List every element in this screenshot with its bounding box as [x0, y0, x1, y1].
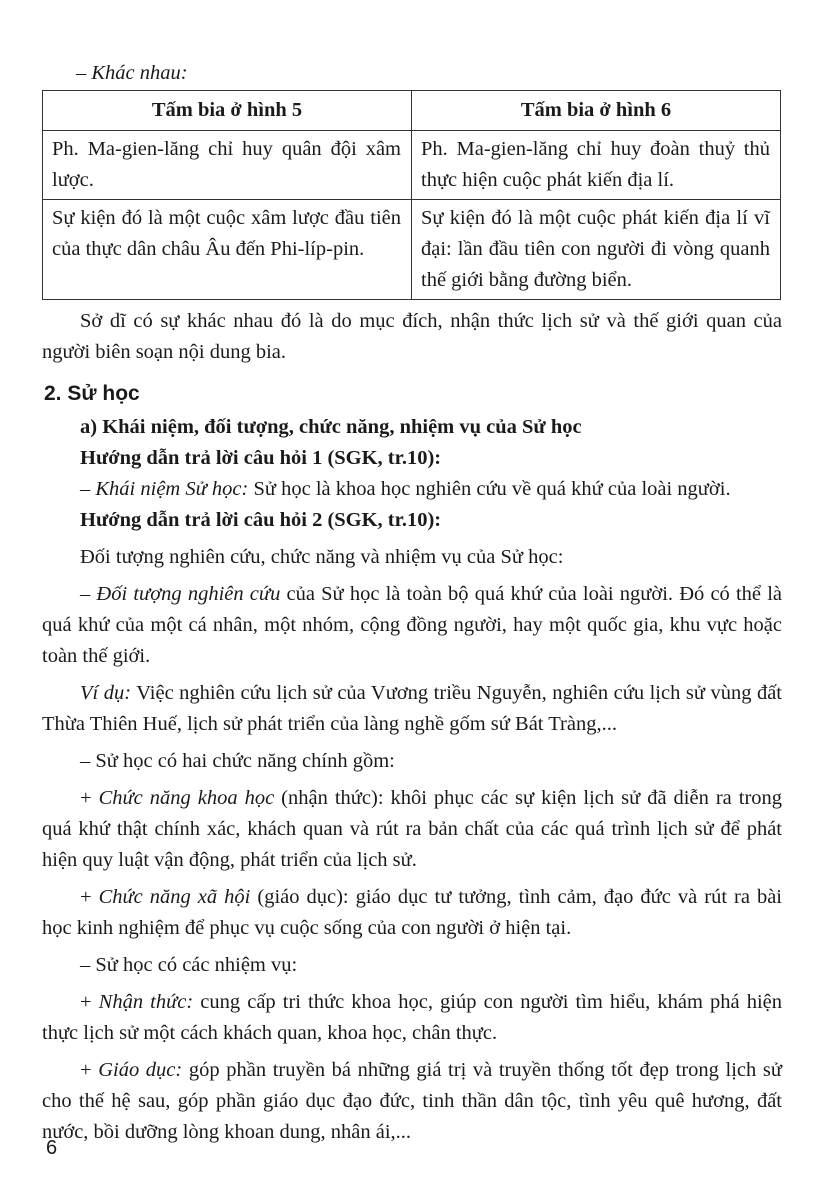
paragraph: – Sử học có các nhiệm vụ: [80, 954, 298, 976]
table-cell: Ph. Ma-gien-lăng chỉ huy đoàn thuỷ thủ thực hiện cuộc phát kiến địa lí. [412, 131, 781, 200]
question-heading: Hướng dẫn trả lời câu hỏi 1 (SGK, tr.10): [80, 447, 442, 469]
differences-label: – Khác nhau: [76, 62, 188, 84]
paragraph: + Nhận thức: cung cấp tri thức khoa học, giúp con người tìm hiểu, khám phá hiện thực lịch sử một cách khách quan, khoa học, chân thực. [42, 991, 782, 1044]
paragraph: Đối tượng nghiên cứu, chức năng và nhiệm vụ của Sử học: [80, 546, 564, 568]
paragraph: – Sử học có hai chức năng chính gồm: [80, 750, 395, 772]
paragraph: Ví dụ: Việc nghiên cứu lịch sử của Vương triều Nguyễn, nghiên cứu lịch sử vùng đất Thừa Thiên Huế, lịch sử phát triển của làng nghề gốm sứ Bát Tràng,... [42, 682, 783, 735]
page-number: 6 [46, 1137, 58, 1159]
table-row [43, 131, 781, 200]
subsection-title: a) Khái niệm, đối tượng, chức năng, nhiệm vụ của Sử học [80, 416, 582, 438]
table-header: Tấm bia ở hình 5 [43, 91, 412, 131]
table-cell: Sự kiện đó là một cuộc phát kiến địa lí vĩ đại: lần đầu tiên con người đi vòng quanh thế giới bằng đường biển. [412, 200, 781, 300]
paragraph: – Đối tượng nghiên cứu của Sử học là toàn bộ quá khứ của loài người. Đó có thể là quá khứ của một cá nhân, một nhóm, cộng đồng người, hay một quốc gia, khu vực hoặc toàn thế giới. [42, 583, 782, 667]
paragraph: Sở dĩ có sự khác nhau đó là do mục đích, nhận thức lịch sử và thế giới quan của người biên soạn nội dung bia. [42, 310, 782, 363]
page-content [42, 58, 782, 1148]
paragraph: + Giáo dục: góp phần truyền bá những giá trị và truyền thống tốt đẹp trong lịch sử cho thế hệ sau, góp phần giáo dục đạo đức, tinh thần dân tộc, tình yêu quê hương, đất nước, bồi dưỡng lòng khoan dung, nhân ái,... [42, 1059, 782, 1143]
section-title: 2. Sử học [44, 382, 140, 405]
table-header-row [43, 91, 781, 131]
paragraph: + Chức năng khoa học (nhận thức): khôi phục các sự kiện lịch sử đã diễn ra trong quá khứ thật chính xác, khách quan và rút ra bản chất của các quá trình lịch sử để phát hiện quy luật vận động, phát triển của lịch sử. [42, 787, 783, 871]
table-header: Tấm bia ở hình 6 [412, 91, 781, 131]
table-row [43, 200, 781, 300]
table-cell: Ph. Ma-gien-lăng chỉ huy quân đội xâm lược. [43, 131, 412, 200]
comparison-table [42, 90, 781, 300]
paragraph: – Khái niệm Sử học: Sử học là khoa học nghiên cứu về quá khứ của loài người. [80, 478, 731, 500]
question-heading: Hướng dẫn trả lời câu hỏi 2 (SGK, tr.10): [80, 509, 442, 531]
table-cell: Sự kiện đó là một cuộc xâm lược đầu tiên của thực dân châu Âu đến Phi-líp-pin. [43, 200, 412, 300]
paragraph: + Chức năng xã hội (giáo dục): giáo dục tư tưởng, tình cảm, đạo đức và rút ra bài học kinh nghiệm để phục vụ cuộc sống của con người ở hiện tại. [42, 886, 783, 939]
